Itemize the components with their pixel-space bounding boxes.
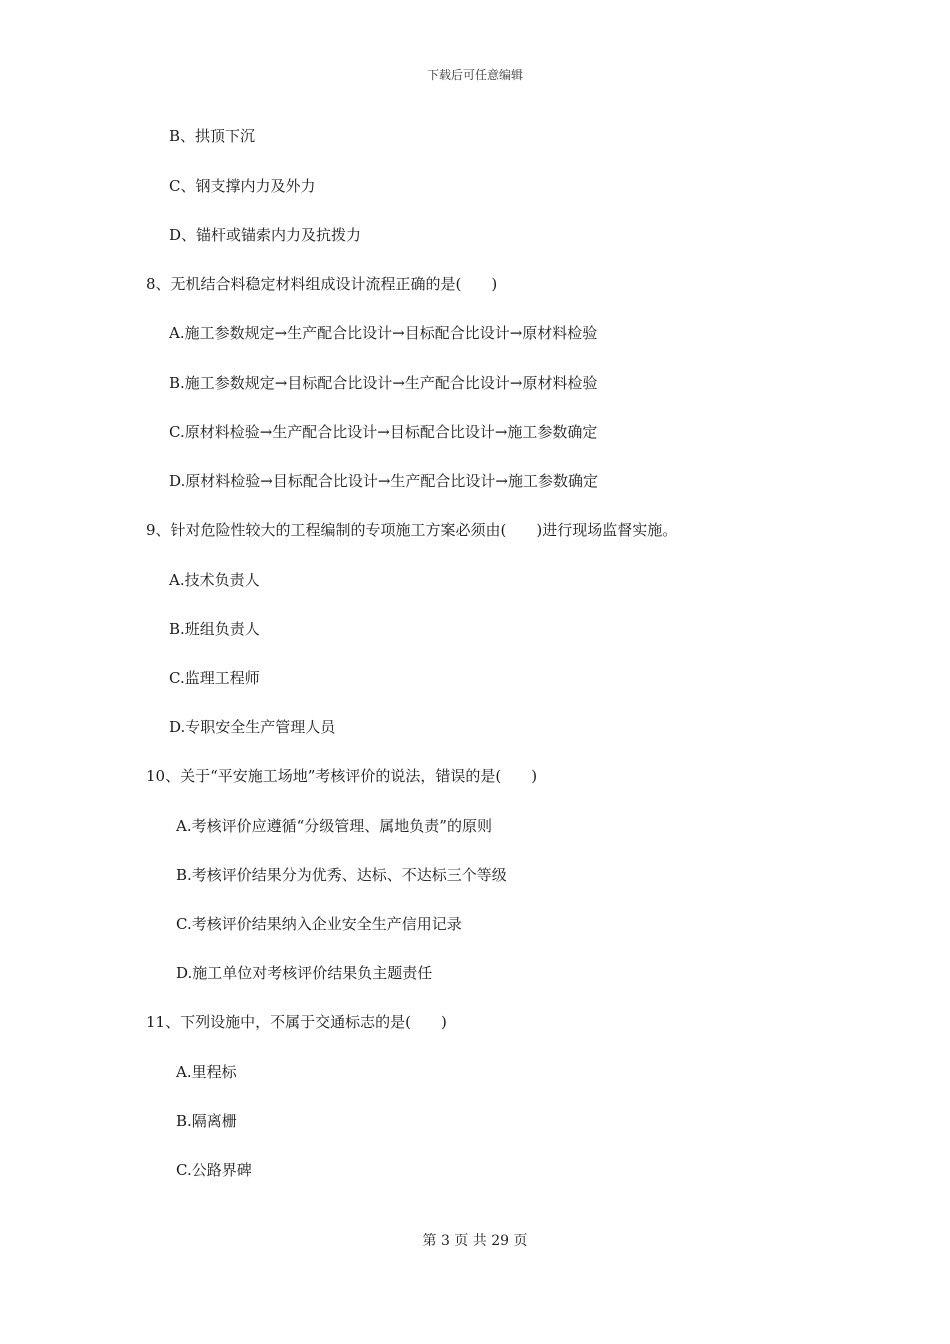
question-line: 10、关于“平安施工场地”考核评价的说法，错误的是( ) xyxy=(146,767,538,785)
question-line: 11、下列设施中，不属于交通标志的是( ) xyxy=(146,1013,447,1031)
option-line: C.原材料检验→生产配合比设计→目标配合比设计→施工参数确定 xyxy=(169,423,598,441)
page-header: 下载后可任意编辑 xyxy=(426,68,523,82)
option-line: B、拱顶下沉 xyxy=(169,127,256,145)
option-line: C、钢支撑内力及外力 xyxy=(169,177,316,195)
option-line: C.考核评价结果纳入企业安全生产信用记录 xyxy=(176,915,462,933)
option-line: A.技术负责人 xyxy=(169,571,260,589)
option-line: C.监理工程师 xyxy=(169,669,260,687)
option-line: A.里程标 xyxy=(176,1063,237,1081)
option-line: D.专职安全生产管理人员 xyxy=(169,718,336,736)
option-line: A.施工参数规定→生产配合比设计→目标配合比设计→原材料检验 xyxy=(169,324,598,342)
option-line: D、锚杆或锚索内力及抗拨力 xyxy=(169,226,362,244)
option-line: C.公路界碑 xyxy=(176,1161,252,1179)
page-footer: 第 3 页 共 29 页 xyxy=(422,1233,528,1249)
option-line: B.施工参数规定→目标配合比设计→生产配合比设计→原材料检验 xyxy=(169,374,598,392)
question-line: 9、针对危险性较大的工程编制的专项施工方案必须由( )进行现场监督实施。 xyxy=(146,521,678,539)
option-line: B.考核评价结果分为优秀、达标、不达标三个等级 xyxy=(176,866,507,884)
option-line: D.原材料检验→目标配合比设计→生产配合比设计→施工参数确定 xyxy=(169,472,598,490)
option-line: B.隔离栅 xyxy=(176,1112,237,1130)
option-line: A.考核评价应遵循“分级管理、属地负责”的原则 xyxy=(176,817,492,835)
option-line: B.班组负责人 xyxy=(169,620,260,638)
question-line: 8、无机结合料稳定材料组成设计流程正确的是( ) xyxy=(146,275,498,293)
option-line: D.施工单位对考核评价结果负主题责任 xyxy=(176,964,433,982)
